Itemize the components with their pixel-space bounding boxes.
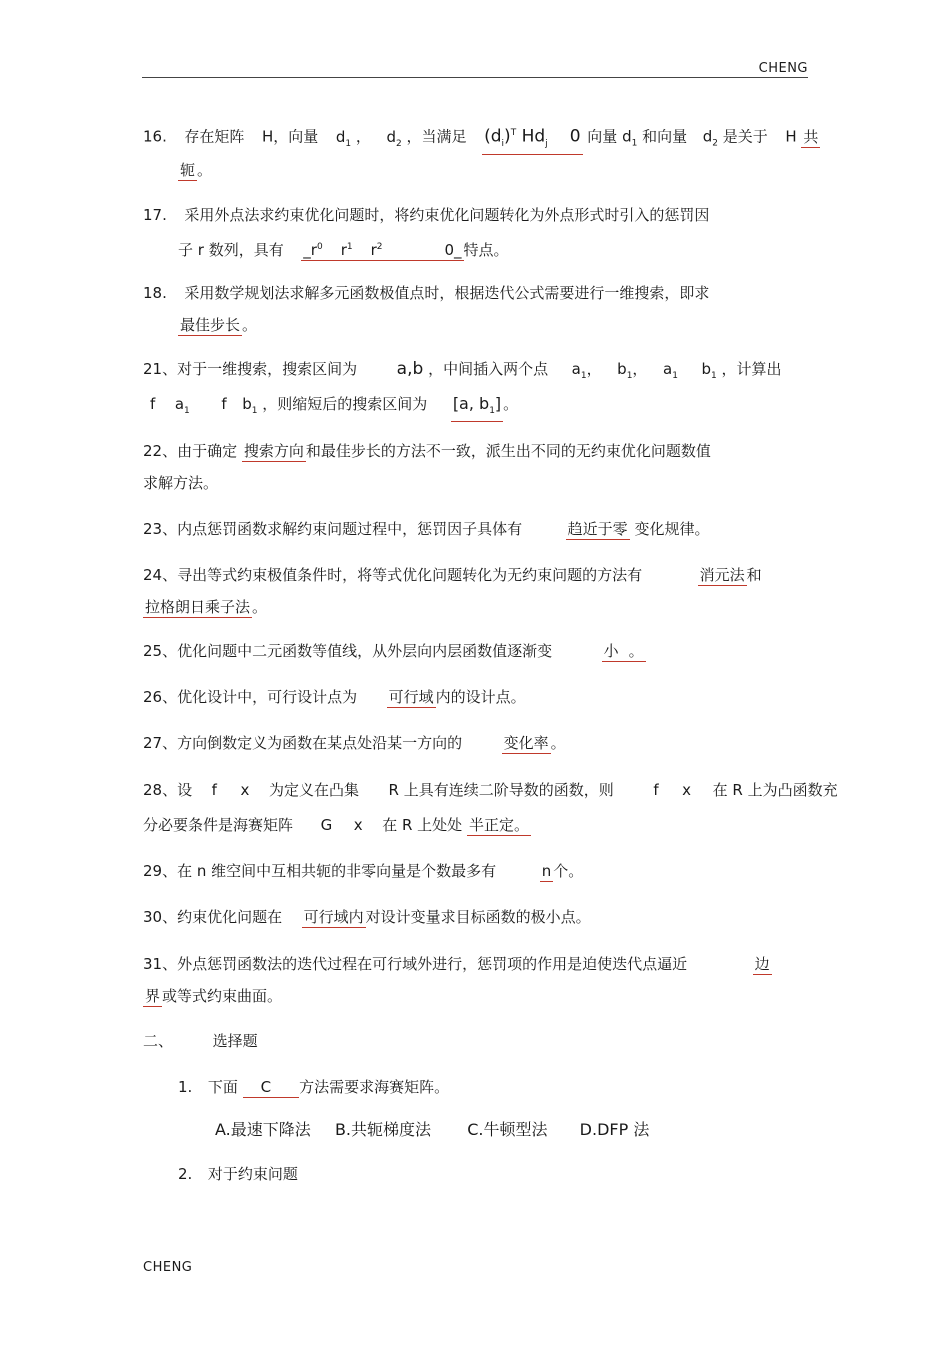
- q27-answer: 变化率: [503, 734, 549, 752]
- q24-answer-2: 拉格朗日乘子法: [145, 598, 251, 616]
- q16-answer-formula: $(d_i)^T$ $Hd_j$ 0: [482, 123, 582, 155]
- q17-answer: $\_r^0$ $r^1$ $r^2$ 0_: [301, 237, 463, 261]
- question-21-line-1: 21、对于一维搜索，搜索区间为 a,b ，中间插入两个点 $a_1$， $b_1$， $a_1$ $b_1$ ，计算出: [143, 359, 782, 381]
- question-31-line-2: 界 或等式约束曲面。: [145, 987, 283, 1005]
- q31-answer-cont: 界: [145, 987, 161, 1005]
- q29-answer: n: [541, 862, 552, 880]
- question-17-line-2: 子 r 数列，具有 $\_r^0$ $r^1$ $r^2$ 0_ 特点。: [178, 237, 509, 261]
- q17-number: 17.: [143, 206, 167, 224]
- q31-answer: 边: [754, 955, 770, 973]
- page-footer: CHENG: [143, 1260, 193, 1275]
- question-31-line-1: 31、外点惩罚函数法的迭代过程在可行域外进行，惩罚项的作用是迫使迭代点逼近 边: [143, 955, 770, 973]
- q21-answer: [a, $b_1$]: [451, 394, 503, 422]
- q18-answer: 最佳步长: [180, 316, 241, 334]
- q16-number: 16.: [143, 127, 167, 146]
- question-23-line: 23、内点惩罚函数求解约束问题过程中，惩罚因子具体有 趋近于零 变化规律。: [143, 520, 710, 538]
- question-18-line-2: 最佳步长 。: [180, 316, 258, 334]
- q16-answer: 共: [803, 127, 819, 146]
- question-17-line-1: [143, 205, 709, 225]
- q30-answer: 可行域内: [303, 908, 364, 926]
- q16-vector: $d_1$: [335, 127, 352, 149]
- q16-text: 存在矩阵: [184, 127, 245, 146]
- q26-answer: 可行域: [388, 688, 434, 706]
- choice-question-1: 1. 下面 C 方法需要求海赛矩阵。: [178, 1078, 450, 1096]
- question-27-line: 27、方向倒数定义为函数在某点处沿某一方向的 变化率 。: [143, 734, 566, 752]
- section-heading: 二、 选择题: [143, 1032, 258, 1050]
- choice-1-options: [215, 1120, 649, 1140]
- question-16-line-1: 16. 存在矩阵 H，向量 $d_1$ ， $d_2$ ，当满足 $(d_i)^T$ $Hd_j$ 0 向量 $d_1$ 和向量 $d_2$ 是关于 H 共: [143, 123, 820, 155]
- question-30-line: 30、约束优化问题在 可行域内 对设计变量求目标函数的极小点。: [143, 908, 591, 926]
- question-16-line-2: 轭 。: [180, 161, 213, 179]
- q24-answer-1: 消元法: [699, 566, 745, 584]
- question-28-line-2: 分必要条件是海赛矩阵 G x 在 R 上处处 半正定。: [143, 816, 529, 834]
- question-22-line-1: 22、由于确定 搜索方向 和最佳步长的方法不一致，派生出不同的无约束优化问题数值: [143, 442, 711, 460]
- q22-answer: 搜索方向: [243, 442, 304, 460]
- question-18-line-1: [143, 283, 709, 303]
- question-24-line-1: 24、寻出等式约束极值条件时，将等式优化问题转化为无约束问题的方法有 消元法 和: [143, 566, 762, 584]
- question-24-line-2: 拉格朗日乘子法 。: [145, 598, 268, 616]
- option-c: C.牛顿型法: [467, 1120, 548, 1139]
- question-26-line: 26、优化设计中，可行设计点为 可行域 内的设计点。: [143, 688, 526, 706]
- page-header: CHENG: [758, 61, 808, 76]
- q28-answer: 半正定。: [468, 816, 529, 834]
- question-25-line: 25、优化问题中二元函数等值线，从外层向内层函数值逐渐变 小 。: [143, 642, 644, 660]
- question-22-line-2: 求解方法。: [143, 474, 219, 492]
- q16-text: H，向量: [262, 127, 319, 146]
- option-d: D.DFP 法: [579, 1120, 650, 1139]
- q18-text: 采用数学规划法求解多元函数极值点时，根据迭代公式需要进行一维搜索，即求: [184, 284, 710, 302]
- choice-question-2: 2. 对于约束问题: [178, 1165, 298, 1183]
- q17-text: 采用外点法求约束优化问题时，将约束优化问题转化为外点形式时引入的惩罚因: [184, 206, 710, 224]
- question-21-line-2: f $a_1$ f $b_1$ ，则缩短后的搜索区间为 [a, $b_1$] 。: [150, 394, 518, 422]
- q16-answer-cont: 轭: [180, 161, 196, 179]
- option-b: B.共轭梯度法: [334, 1120, 432, 1139]
- q23-answer: 趋近于零: [567, 520, 628, 538]
- q18-number: 18.: [143, 284, 167, 302]
- question-29-line: 29、在 n 维空间中互相共轭的非零向量是个数最多有 n 个。: [143, 862, 584, 880]
- question-28-line-1: 28、设 f x 为定义在凸集 R 上具有连续二阶导数的函数，则 f x 在 R 上为凸函数充: [143, 781, 838, 799]
- option-a: A.最速下降法: [215, 1120, 311, 1139]
- c1-answer: C: [243, 1077, 299, 1098]
- q16-vector: $d_2$: [386, 127, 402, 149]
- header-rule: [142, 77, 808, 78]
- q25-answer: 小 。: [603, 642, 644, 660]
